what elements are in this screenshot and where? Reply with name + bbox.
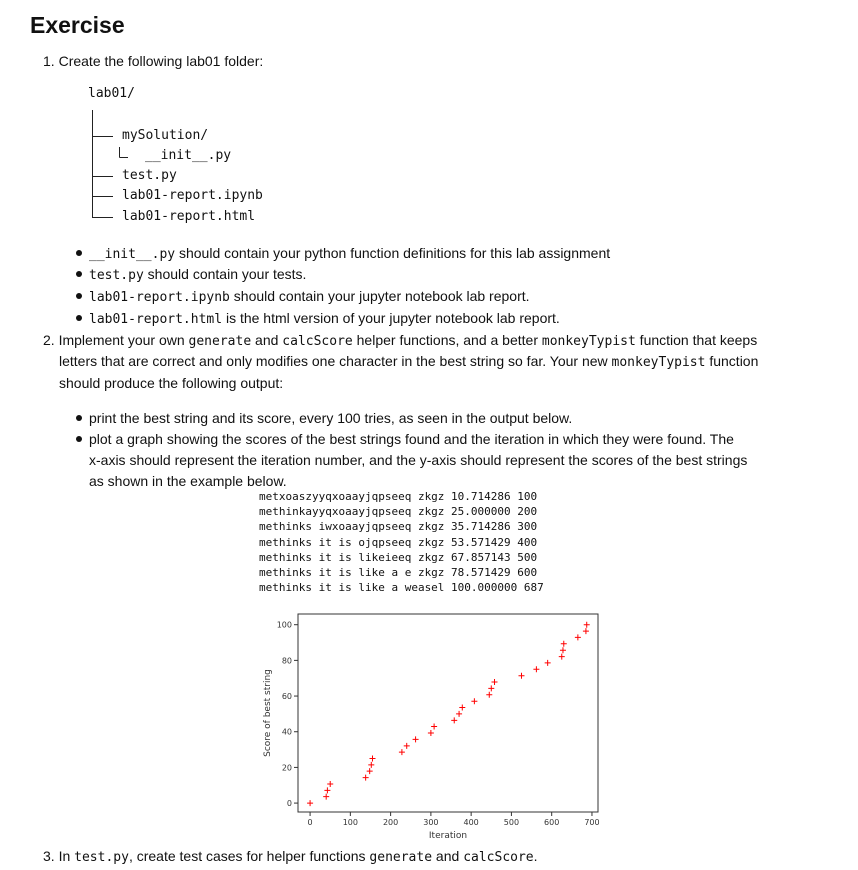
data-point [369, 755, 375, 761]
bullet-code: __init__.py [89, 247, 176, 262]
bullet-dot [76, 250, 82, 256]
bullet-ipynb [76, 287, 530, 307]
bullet-code: lab01-report.html [89, 312, 223, 327]
y-tick-label: 0 [286, 799, 292, 809]
bullet-print [76, 409, 572, 427]
program-output [259, 489, 544, 595]
x-tick-label: 200 [382, 818, 399, 827]
data-point [367, 768, 373, 774]
tree-entry-init: __init__.py [145, 148, 232, 163]
code-generate: generate [369, 850, 433, 865]
bullet-init [76, 244, 610, 264]
data-point [459, 704, 465, 710]
y-tick-label: 80 [281, 656, 292, 666]
data-point [545, 660, 551, 666]
code-generate: generate [188, 334, 252, 349]
data-point [486, 692, 492, 698]
text: and [432, 848, 464, 864]
output-line: methinkayyqxoaayjqpseeq zkgz 25.000000 200 [259, 505, 538, 519]
output-line: methinks it is like a weasel 100.000000 687 [259, 581, 544, 595]
bullet-text: plot a graph showing the scores of the best strings found and the iteration in which they were found. The [89, 431, 734, 447]
page-title: Exercise [30, 12, 125, 38]
item-3-number: 3. [43, 848, 55, 864]
data-point [451, 717, 457, 723]
text: function that keeps [635, 332, 758, 348]
text: helper functions, and a better [352, 332, 542, 348]
data-point [518, 673, 524, 679]
data-point [561, 641, 567, 647]
score-chart [250, 608, 610, 840]
data-point [471, 698, 477, 704]
bullet-code: lab01-report.ipynb [89, 290, 230, 305]
data-point [559, 654, 565, 660]
bullet-text: should contain your python function definitions for this lab assignment [175, 245, 611, 261]
code-monkeytypist: monkeyTypist [611, 355, 706, 370]
y-tick-label: 100 [276, 620, 292, 630]
text: function [705, 353, 759, 369]
x-axis-label: Iteration [428, 831, 468, 840]
data-point [327, 781, 333, 787]
tree-root: lab01/ [88, 86, 135, 101]
x-tick-label: 400 [463, 818, 479, 827]
text: In [58, 848, 75, 864]
x-tick-label: 700 [584, 818, 600, 827]
plot-frame [298, 614, 598, 812]
x-tick-label: 100 [342, 818, 358, 827]
output-line: metxoaszyyqxoaayjqpseeq zkgz 10.714286 100 [259, 490, 538, 503]
tree-connector-lines [88, 104, 128, 224]
bullet-text: is the html version of your jupyter notebook lab report. [222, 310, 560, 326]
y-axis-label: Score of best string [263, 669, 273, 757]
x-tick-label: 0 [307, 818, 313, 827]
bullet-dot [76, 293, 82, 299]
data-point [583, 628, 589, 634]
item-2-line-2 [59, 352, 758, 372]
item-2-number: 2. [43, 332, 55, 348]
output-line: methinks it is ojqpseeq zkgz 53.571429 400 [259, 535, 538, 549]
bullet-text: should contain your tests. [143, 266, 307, 282]
data-point [404, 743, 410, 749]
data-point [363, 775, 369, 781]
data-point [413, 736, 419, 742]
data-point [456, 711, 462, 717]
data-point [575, 634, 581, 640]
data-point [368, 762, 374, 768]
y-tick-label: 60 [281, 692, 292, 702]
bullet-code: test.py [89, 268, 144, 283]
y-tick-label: 40 [281, 727, 292, 737]
x-tick-label: 300 [423, 818, 439, 827]
bullet-dot [76, 271, 82, 277]
data-point [560, 647, 566, 653]
text: and [251, 332, 283, 348]
data-point [428, 730, 434, 736]
item-3 [43, 847, 538, 867]
data-point [324, 787, 330, 793]
bullet-plot-line-3: as shown in the example below. [89, 473, 287, 489]
code-calcscore: calcScore [282, 334, 353, 349]
code-calcscore: calcScore [463, 850, 534, 865]
text: . [533, 848, 538, 864]
y-tick-label: 20 [281, 763, 292, 773]
text: , create test cases for helper functions [128, 848, 370, 864]
text: Implement your own [58, 332, 189, 348]
tree-entry-test: test.py [122, 168, 177, 183]
bullet-text: print the best string and its score, every 100 tries, as seen in the output below. [89, 410, 573, 426]
bullet-test [76, 265, 306, 285]
data-point [533, 666, 539, 672]
tree-entry-mysolution: mySolution/ [122, 128, 209, 143]
code-monkeytypist: monkeyTypist [541, 334, 636, 349]
output-line: methinks it is likeieeq zkgz 67.857143 500 [259, 550, 538, 564]
data-point [307, 800, 313, 806]
bullet-plot [76, 430, 734, 448]
item-1 [43, 52, 263, 70]
text: letters that are correct and only modifies one character in the best string so far. Your new [59, 353, 612, 369]
bullet-dot [76, 315, 82, 321]
output-line: methinks iwxoaayjqpseeq zkgz 35.714286 300 [259, 520, 538, 534]
tree-entry-ipynb: lab01-report.ipynb [122, 188, 263, 203]
data-point [584, 622, 590, 628]
output-line: methinks it is like a e zkgz 78.571429 600 [259, 566, 538, 580]
item-2-line-3: should produce the following output: [59, 375, 284, 391]
x-tick-label: 500 [503, 818, 520, 827]
bullet-dot [76, 436, 82, 442]
item-2-line-1 [43, 331, 757, 351]
data-point [399, 749, 405, 755]
data-point [492, 679, 498, 685]
data-point [323, 794, 329, 800]
bullet-text: should contain your jupyter notebook lab report. [229, 288, 530, 304]
data-point [431, 724, 437, 730]
tree-entry-html: lab01-report.html [122, 209, 256, 224]
bullet-plot-line-2: x-axis should represent the iteration number, and the y-axis should represent the scores of the best strings [89, 452, 748, 468]
bullet-html [76, 309, 560, 329]
item-1-text: Create the following lab01 folder: [58, 53, 264, 69]
item-1-number: 1. [43, 53, 55, 69]
x-tick-label: 600 [544, 818, 560, 827]
bullet-dot [76, 415, 82, 421]
code-test-py: test.py [74, 850, 129, 865]
data-point [488, 685, 494, 691]
